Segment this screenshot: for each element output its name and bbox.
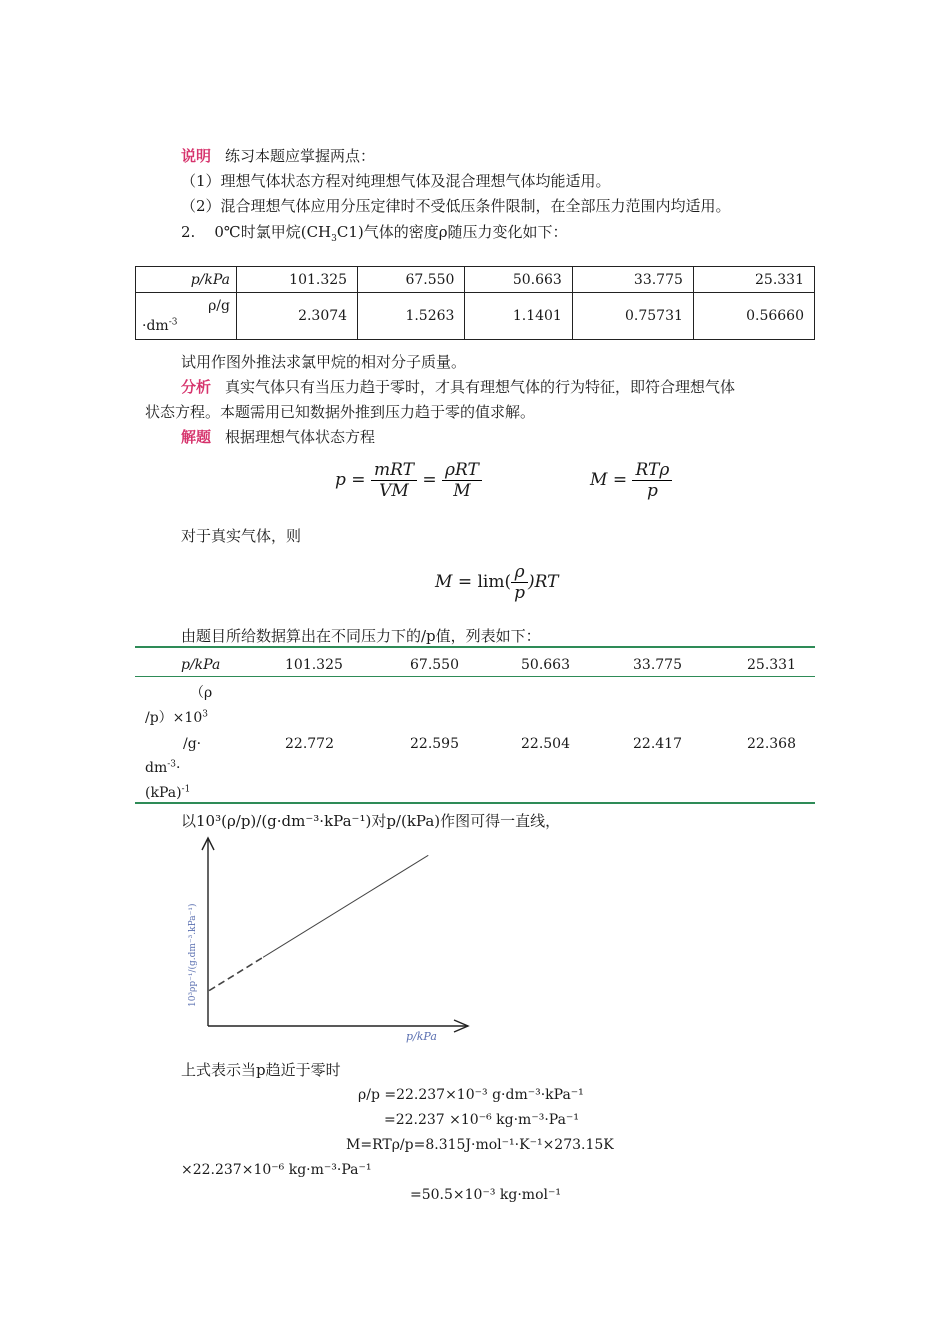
table2-pressure: 33.775 xyxy=(633,657,682,673)
extrapolation-chart xyxy=(180,832,480,1044)
fraction-num: ρRT xyxy=(442,460,482,481)
result-line-5: =50.5×10⁻³ kg·mol⁻¹ xyxy=(410,1187,561,1203)
formula-eq: = xyxy=(351,470,366,490)
extrapolation-line xyxy=(209,957,263,990)
problem-text-a: 0℃时氯甲烷(CH xyxy=(214,223,332,241)
solution-label: 解题 xyxy=(181,428,212,446)
data-layer xyxy=(209,855,428,990)
fraction-den: M xyxy=(453,481,471,501)
table1-density-unit: ·dm xyxy=(142,318,169,334)
table1-header-pressure: p/kPa xyxy=(136,267,237,293)
table1-cell: 101.325 xyxy=(237,267,358,293)
fraction-num: RTρ xyxy=(632,460,672,481)
table2-rowlabel-1: （ρ xyxy=(190,685,213,701)
table1-cell: 0.56660 xyxy=(693,293,814,340)
formula-p: p xyxy=(335,470,346,490)
real-gas-text: 对于真实气体，则 xyxy=(181,527,302,545)
table2-pressure: 101.325 xyxy=(285,657,343,673)
analysis-label: 分析 xyxy=(181,378,212,396)
fraction-num: ρ xyxy=(511,562,528,583)
analysis-text-1: 真实气体只有当压力趋于零时，才具有理想气体的行为特征，即符合理想气体 xyxy=(225,378,736,396)
table1-cell: 2.3074 xyxy=(237,293,358,340)
fraction-den: p xyxy=(514,583,526,603)
analysis-text-2: 状态方程。本题需用已知数据外推到压力趋于零的值求解。 xyxy=(145,403,536,421)
formula-eq: = xyxy=(457,572,473,592)
table2-pressure: 67.550 xyxy=(410,657,459,673)
table1-density-label-b xyxy=(142,316,230,336)
table1-density-label-a: ρ/g xyxy=(208,298,230,314)
table2-rowlabel-4-text: dm xyxy=(145,760,168,776)
table2-rowlabel-4-sup: -3 xyxy=(167,759,177,770)
result-line-1: ρ/p =22.237×10⁻³ g·dm⁻³·kPa⁻¹ xyxy=(358,1087,584,1103)
table1-cell: 0.75731 xyxy=(572,293,693,340)
table2-rowlabel-5 xyxy=(145,783,190,803)
table2-rowlabel-3: /g· xyxy=(183,736,202,752)
table2-value: 22.772 xyxy=(285,736,334,752)
formula-M: M xyxy=(435,572,453,592)
table2-rowlabel-2-sup: 3 xyxy=(202,709,208,720)
result-line-3: M=RTρ/p=8.315J·mol⁻¹·K⁻¹×273.15K xyxy=(346,1137,614,1153)
table2-rowlabel-2-text: /p）×10 xyxy=(145,710,203,726)
note-line xyxy=(181,146,375,166)
problem-statement xyxy=(181,222,568,242)
molar-mass-formula xyxy=(590,460,672,501)
problem-ask: 试用作图外推法求氯甲烷的相对分子质量。 xyxy=(181,353,467,371)
result-intro: 上式表示当p趋近于零时 xyxy=(181,1061,341,1079)
fraction-den: VM xyxy=(379,481,409,501)
table1-header-density xyxy=(136,293,237,340)
table2-value: 22.368 xyxy=(747,736,796,752)
table1-density-sup: -3 xyxy=(168,317,178,328)
table1-cell: 50.663 xyxy=(465,267,572,293)
y-axis xyxy=(202,838,214,1026)
formula-eq: = xyxy=(422,470,437,490)
table1-cell: 33.775 xyxy=(572,267,693,293)
plot-text: 以10³(ρ/p)/(g·dm⁻³·kPa⁻¹)对p/(kPa)作图可得一直线， xyxy=(181,812,561,830)
note-label: 说明 xyxy=(181,147,212,165)
problem-text-sub: 3 xyxy=(331,234,337,244)
limit-formula xyxy=(435,562,559,603)
fraction-den: p xyxy=(646,481,658,501)
fraction-rho-p xyxy=(511,562,528,603)
formula-eq: = xyxy=(612,470,628,490)
result-line-2: =22.237 ×10⁻⁶ kg·m⁻³·Pa⁻¹ xyxy=(384,1112,579,1128)
table2-rowlabel-5-text: (kPa) xyxy=(145,785,182,801)
ideal-gas-formula xyxy=(335,460,482,501)
formula-close-RT: )RT xyxy=(528,572,559,592)
table1-cell: 67.550 xyxy=(358,267,465,293)
result-line-4: ×22.237×10⁻⁶ kg·m⁻³·Pa⁻¹ xyxy=(181,1162,372,1178)
series-line xyxy=(263,855,428,957)
solution-line xyxy=(181,427,375,447)
table1-cell: 1.5263 xyxy=(358,293,465,340)
table1-cell: 1.1401 xyxy=(465,293,572,340)
table2-bottom-rule xyxy=(135,802,815,804)
problem-number: 2. xyxy=(181,223,196,241)
note-point-2: （2）混合理想气体应用分压定律时不受低压条件限制，在全部压力范围内均适用。 xyxy=(181,197,731,215)
solution-text: 根据理想气体状态方程 xyxy=(225,428,376,446)
table2-mid-rule xyxy=(135,676,815,677)
table1-cell: 25.331 xyxy=(693,267,814,293)
table2-pressure: 50.663 xyxy=(521,657,570,673)
table2-pressure: 25.331 xyxy=(747,657,796,673)
formula-lim: lim( xyxy=(477,572,512,592)
calc-intro: 由题目所给数据算出在不同压力下的/p值，列表如下： xyxy=(181,627,541,645)
table2-rowlabel-4 xyxy=(145,758,180,778)
x-axis-label: p/kPa xyxy=(406,1030,437,1043)
fraction-rhoRT-M xyxy=(442,460,482,501)
note-point-1: （1）理想气体状态方程对纯理想气体及混合理想气体均能适用。 xyxy=(181,172,611,190)
table2-value: 22.504 xyxy=(521,736,570,752)
fraction-mRT-VM xyxy=(371,460,417,501)
note-text: 练习本题应掌握两点： xyxy=(225,147,376,165)
density-table xyxy=(135,266,815,340)
y-axis-label: 10³ρp⁻¹/(g.dm⁻³.kPa⁻¹) xyxy=(188,903,198,1007)
table2-value: 22.417 xyxy=(633,736,682,752)
table2-rowlabel-5-sup: -1 xyxy=(181,784,191,795)
fraction-RTrho-p xyxy=(632,460,672,501)
table2-rowlabel-2 xyxy=(145,708,208,728)
table2-rowlabel-4-tail: · xyxy=(176,760,181,776)
table2-header: p/kPa xyxy=(181,657,221,673)
table2-value: 22.595 xyxy=(410,736,459,752)
fraction-num: mRT xyxy=(371,460,417,481)
analysis-line xyxy=(181,377,735,397)
problem-text-b: C1)气体的密度ρ随压力变化如下： xyxy=(336,223,568,241)
table2-top-rule xyxy=(135,646,815,648)
formula-M: M xyxy=(590,470,608,490)
